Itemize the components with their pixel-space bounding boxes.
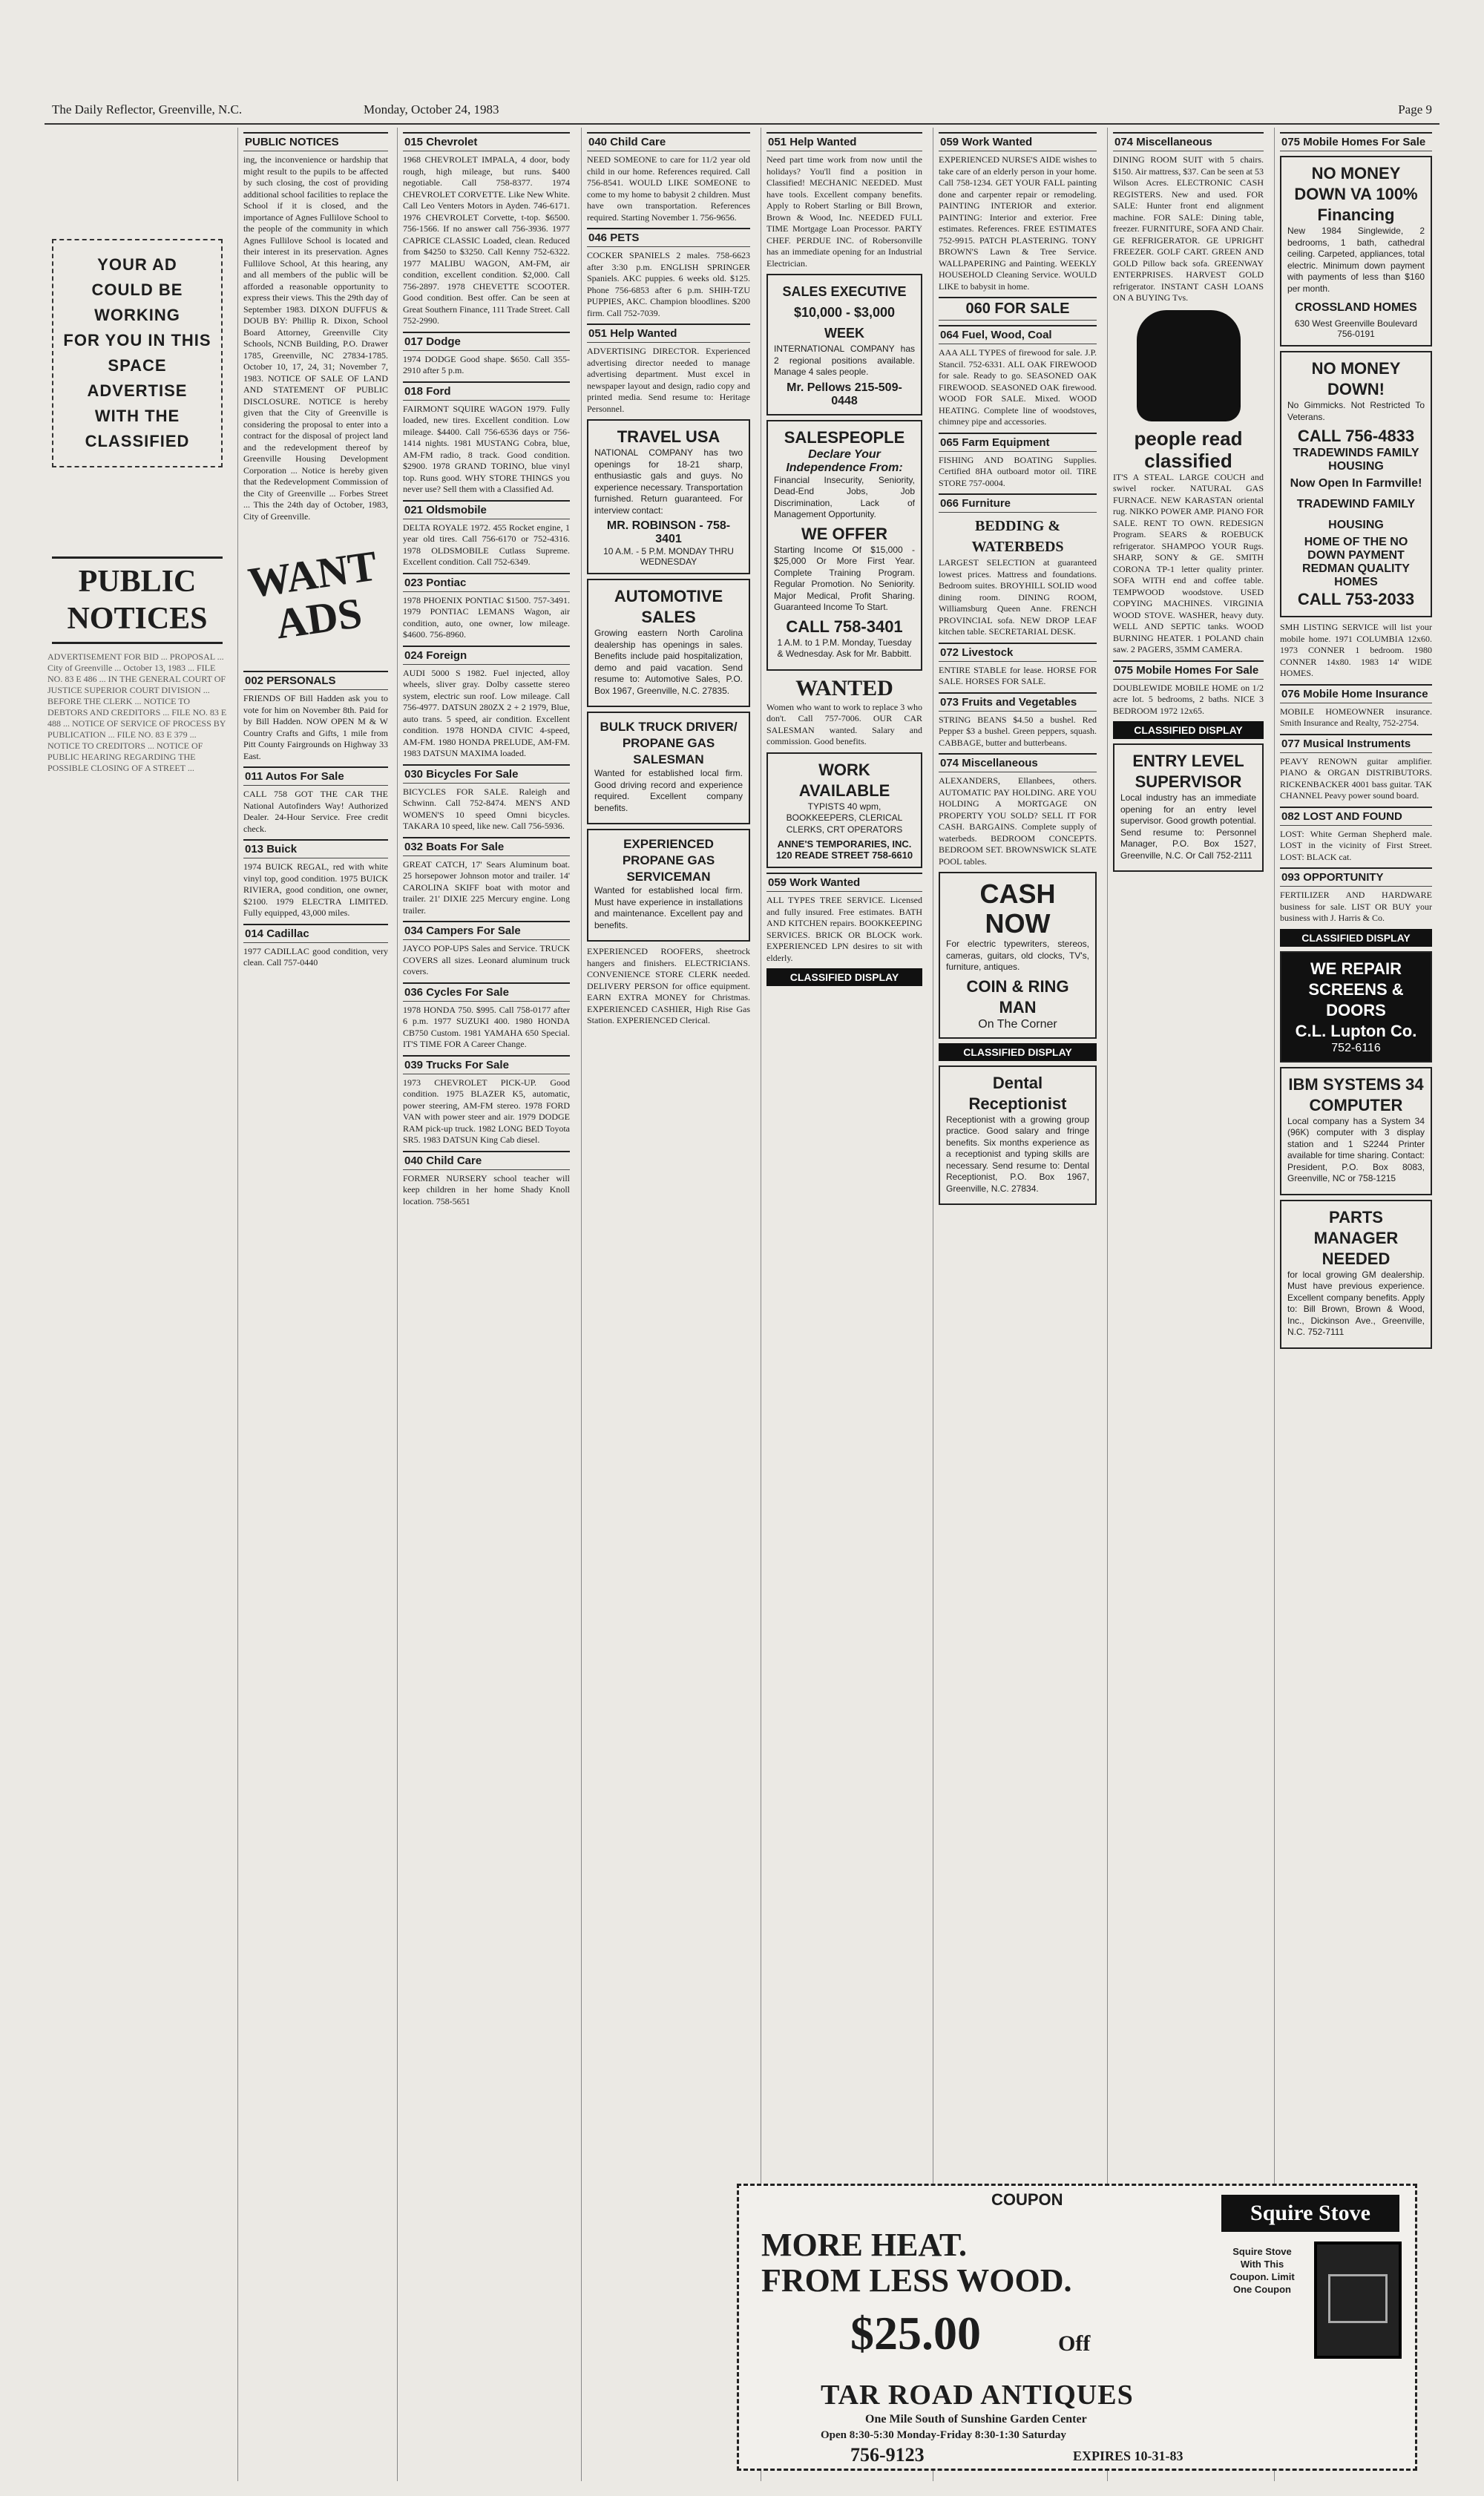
section-heading: 002 PERSONALS [243, 671, 388, 690]
section-heading: 075 Mobile Homes For Sale [1280, 132, 1432, 151]
squire-stove-logo: Squire Stove [1221, 2195, 1399, 2232]
tradewinds-ad [1280, 351, 1432, 617]
section-heading: 093 OPPORTUNITY [1280, 867, 1432, 887]
coupon-headline-1: MORE HEAT. [761, 2227, 968, 2263]
ad-text: 1977 CADILLAC good condition, very clean. Call 757-0440 [243, 945, 388, 968]
section-heading: 075 Mobile Homes For Sale [1113, 660, 1264, 680]
parts-manager-text: for local growing GM dealership. Must have previous experience. Excellent company benefits. Apply to: Bill Brown, Brown & Wood, Inc., Dickinson Ave., Greenville, N.C. 752-7111 [1287, 1269, 1425, 1337]
ad-text: 1978 HONDA 750. $995. Call 758-0177 after 6 p.m. 1977 SUZUKI 400. 1980 HONDA CB750 Custom. 1981 YAMAHA 650 Special. IT'S TIME FOR A Career Change. [403, 1004, 570, 1049]
section-heading: 014 Cadillac [243, 924, 388, 943]
work-available-list: TYPISTS 40 wpm, BOOKKEEPERS, CLERICAL CLERKS, CRT OPERATORS [786, 801, 903, 835]
salespeople-text: Financial Insecurity, Seniority, Dead-End Jobs, Job Discrimination, Lack of Management Opportunity. [774, 474, 915, 519]
wanted-heading: WANTED [795, 675, 893, 700]
your-ad-line: FOR YOU IN THIS [63, 331, 211, 349]
parts-manager-ad [1280, 1200, 1432, 1349]
dental-receptionist-ad [939, 1065, 1097, 1206]
salespeople-hours: 1 A.M. to 1 P.M. Monday, Tuesday & Wednesday. Ask for Mr. Babbitt. [777, 637, 912, 659]
tradewinds-open: Now Open In Farmville! TRADEWIND FAMILY HOUSING [1290, 477, 1422, 531]
sales-executive-pay: $10,000 - $3,000 WEEK [793, 305, 896, 341]
annes-temporaries: ANNE'S TEMPORARIES, INC. 120 READE STREET 758-6610 [775, 838, 913, 861]
section-heading: 060 FOR SALE [939, 297, 1097, 321]
page-number: Page 9 [1398, 102, 1432, 116]
left-column [45, 128, 230, 2481]
ad-text: LARGEST SELECTION at guaranteed lowest prices. Mattress and foundations. Bedroom suites. BROYHILL SOLID wood dining room. DINING ROOM, Williamsburg Queen Anne. FRENCH PROVINCIAL sofa. NEW DROP LEAF kitchen table. SECRETARIAL DESK. [939, 557, 1097, 637]
ad-text: ENTIRE STABLE for lease. HORSE FOR SALE. HORSES FOR SALE. [939, 664, 1097, 686]
people-read-classified-text: people read classified [1134, 427, 1243, 472]
squire-stove-coupon [737, 2184, 1417, 2471]
dental-receptionist-title: Dental Receptionist [968, 1073, 1067, 1113]
coupon-headline-2: FROM LESS WOOD. [761, 2262, 1072, 2299]
sales-executive-ad [766, 274, 922, 416]
work-available-title: WORK AVAILABLE [798, 760, 890, 800]
ad-text: Women who want to work to replace 3 who don't. Call 757-7006. OUR CAR SALESMAN wanted. Salary and commission. Good benefits. [766, 701, 922, 746]
screens-doors-ad [1280, 951, 1432, 1063]
your-ad-line: WORKING [94, 306, 180, 324]
ad-text: FAIRMONT SQUIRE WAGON 1979. Fully loaded, new tires. Excellent condition. Low mileage. $4400. Call 756-6536 days or 756-1414 nights. 1981 MUSTANG Cobra, blue, AM-FM radio, 8 track. Good condition. $2900. 1978 GRAND TORINO, blue vinyl top. Runs good. WHY STORE THINGS you never use? Sell them with a Classified Ad. [403, 403, 570, 494]
column-5 [761, 128, 928, 2481]
public-notices-title: PUBLIC NOTICES [52, 556, 223, 644]
ad-text: MOBILE HOMEOWNER insurance. Smith Insurance and Realty, 752-2754. [1280, 706, 1432, 728]
salespeople-title: SALESPEOPLE [784, 427, 905, 447]
bulk-truck-text: Wanted for established local firm. Good driving record and experience required. Excellent company benefits. [594, 768, 743, 813]
ibm-computer-ad [1280, 1067, 1432, 1195]
coupon-expires: EXPIRES 10-31-83 [1073, 2449, 1183, 2463]
ad-text: EXPERIENCED ROOFERS, sheetrock hangers and finishers. ELECTRICIANS. CONVENIENCE STORE CLERK needed. DELIVERY PERSON for office equipment. EARN EXTRA MONEY for Christmas. EXPERIENCED CASHIER, High Rise Gas Station. EXPERIENCED Clerical. [587, 946, 750, 1025]
parts-manager-title: PARTS MANAGER NEEDED [1313, 1207, 1399, 1268]
ad-text: DELTA ROYALE 1972. 455 Rocket engine, 1 year old tires. Call 756-6170 or 752-4316. 1978 OLDSMOBILE Cutlass Supreme. Excellent condition. Call 752-6349. [403, 522, 570, 567]
column-8 [1274, 128, 1437, 2481]
section-heading: 018 Ford [403, 381, 570, 401]
section-heading: 051 Help Wanted [766, 132, 922, 151]
no-money-down-ad [1280, 156, 1432, 347]
section-heading: 066 Furniture [939, 493, 1097, 513]
section-heading: 059 Work Wanted [939, 132, 1097, 151]
ad-text: EXPERIENCED NURSE'S AIDE wishes to take care of an elderly person in your home. Call 758-1234. GET YOUR FALL painting done and carpenter repair or remodeling. PAINTING INTERIOR and exterior. PAINTING: Interior and exterior. Free estimates. References. FREE ESTIMATES 752-9915. PATCH PLASTERING. TONY BROWN'S Lawn & Tree Service. WALLPAPERING and Painting. WEEKLY HOUSEHOLD Cleaning Service. WOULD LIKE to babysit in home. [939, 154, 1097, 292]
ad-text: FRIENDS OF Bill Hadden ask you to vote for him on November 8th. Paid for by Bill Hadden. NOW OPEN M & W Country Crafts and Gifts, 1 mile from Pitt County Fairgrounds on Highway 33 East. [243, 693, 388, 761]
classified-display-bar: CLASSIFIED DISPLAY [1113, 721, 1264, 739]
ad-text: 1974 BUICK REGAL, red with white vinyl top, good condition. 1975 BUICK RIVIERA, good condition, one owner, $2100. 1979 ELECTRA LIMITED. Fully equipped, 43,000 miles. [243, 861, 388, 918]
column-4 [581, 128, 755, 2481]
ad-text: Need part time work from now until the holidays? You'll find a position in Classified! MECHANIC NEEDED. Must have tools. Excellent company benefits. Apply to Robert Starling or Bill Brown, Brown & Wood, Inc. NEEDED FULL TIME Mortgage Loan Processor. PARTY CHEF. PERDUE INC. of Robersonville has an immediate opening for an Industrial Electrician. [766, 154, 922, 269]
cash-now-ad [939, 872, 1097, 1039]
section-heading: 072 Livestock [939, 643, 1097, 662]
tar-road-antiques: TAR ROAD ANTIQUES [821, 2380, 1134, 2411]
coupon-hours: Open 8:30-5:30 Monday-Friday 8:30-1:30 Saturday [821, 2429, 1066, 2441]
automotive-sales-ad [587, 579, 750, 707]
hand-icon [1137, 310, 1241, 421]
no-money-down-2: NO MONEY DOWN! [1311, 359, 1401, 398]
section-heading: 015 Chevrolet [403, 132, 570, 151]
no-money-down-2-text: No Gimmicks. Not Restricted To Veterans. [1287, 400, 1425, 422]
ad-text: 1973 CHEVROLET PICK-UP. Good condition. 1975 BLAZER K5, automatic, power steering, AM-FM stereo. 1978 FORD VAN with power steer and air. 1979 DODGE RAM pick-up truck. 1982 LONG BED Toyota SR5. 1983 DATSUN King Cab diesel. [403, 1077, 570, 1145]
crossland-homes: CROSSLAND HOMES [1295, 301, 1417, 314]
ad-text: SMH LISTING SERVICE will list your mobile home. 1971 COLUMBIA 12x60. 1973 CONNER 1 bedroom. 1980 CONNER 14x80. 1983 14' WIDE HOMES. [1280, 622, 1432, 678]
section-heading: 074 Miscellaneous [1113, 132, 1264, 151]
cash-now-title: CASH NOW [979, 878, 1056, 939]
entry-level-title: ENTRY LEVEL SUPERVISOR [1132, 752, 1244, 791]
tradewinds-no-down: HOME OF THE NO DOWN PAYMENT [1304, 536, 1408, 562]
your-ad-box [52, 239, 223, 467]
column-3 [397, 128, 575, 2481]
ad-text: GREAT CATCH, 17' Sears Aluminum boat. 25 horsepower Johnson motor and trailer. 14' CAROLINA SKIFF boat with motor and trailer. 21' DIXIE 225 Mercury engine. Long trailer. [403, 858, 570, 916]
column-2 [237, 128, 393, 2481]
section-heading: 051 Help Wanted [587, 324, 750, 343]
screens-doors-title: WE REPAIR SCREENS & DOORS [1308, 959, 1404, 1019]
public-notice-text: ing, the inconvenience or hardship that might result to the pupils to be affected by such closing, the cost of providing additional school facilities to replace the School if it is closed, and the importance of Agnes Fullilove School to the people of the community in which Agnes Fullilove School is located and their interest in its preservation. Agnes Fullilove School, At this hearing, any and all members of the public will be afforded a reasonable opportunity to express their views. This the 29th day of September 1983. DIXON DUFFUS & DOUB BY: Phillip R. Dixon, School Board Attorney, Greenville City Schools, NCNB Building, P.O. Drawer 1785, Greenville, NC 27834-1785. October 10, 17, 24, 31; November 7, 1983. NOTICE OF SALE OF LAND AND STATEMENT OF PUBLIC DISCLOSURE. NOTICE is hereby given that the City of Greenville is considering the proposal to enter into a contract for the disposal of project land and the redevelopment thereof by Greenville Housing Development Corporation ... Notice is hereby given that the Redevelopment Commission of the City of Greenville ... Forbes Street ... This the 24th day of October, 1983, City of Greenville. [243, 154, 388, 522]
section-heading: 064 Fuel, Wood, Coal [939, 325, 1097, 344]
section-heading: 046 PETS [587, 228, 750, 247]
lupton-phone: 752-6116 [1331, 1041, 1381, 1054]
coupon-label: COUPON [991, 2190, 1063, 2209]
travel-usa-hours: 10 A.M. - 5 P.M. MONDAY THRU WEDNESDAY [603, 546, 734, 567]
classified-display-bar: CLASSIFIED DISPLAY [1280, 929, 1432, 947]
coupon-amount: $25.00 [850, 2307, 981, 2359]
travel-usa-ad [587, 419, 750, 574]
coupon-stove-text: Squire Stove With This Coupon. Limit One Coupon [1229, 2246, 1295, 2295]
ad-text: DOUBLEWIDE MOBILE HOME on 1/2 acre lot. 5 bedrooms, 2 baths. NICE 3 BEDROOM 1972 12x65. [1113, 682, 1264, 716]
ad-text: ADVERTISING DIRECTOR. Experienced advertising director needed to manage advertising department. Must excel in newspaper layout and design, radio copy and printed media. Send resume to: Heritage Personnel. [587, 346, 750, 414]
ad-text: 1978 PHOENIX PONTIAC $1500. 757-3491. 1979 PONTIAC LEMANS Wagon, air condition, auto, one owner, low mileage. $4600. 756-8960. [403, 594, 570, 640]
section-heading: 034 Campers For Sale [403, 921, 570, 940]
ad-text: CALL 758 GOT THE CAR THE National Autofinders Way! Authorized Dealer. 24-Hour Service. Free credit check. [243, 789, 388, 834]
salespeople-phone: CALL 758-3401 [786, 617, 903, 636]
section-heading: 074 Miscellaneous [939, 753, 1097, 772]
coin-ring-man: COIN & RING MAN [966, 976, 1069, 1017]
ad-text: AUDI 5000 S 1982. Fuel injected, alloy wheels, sliver gray. Dolby cassette stereo system, electric sun roof. Low mileage. Call 756-4977. DATSUN 280ZX 2 + 2 1979, Blue, auto trans. 5 speed, air condition. Excellent condition. 1978 HONDA CIVIC 4-speed, AM-FM. 1980 HONDA PRELUDE, AM-FM. 1983 DATSUN MAXIMA loaded. [403, 667, 570, 758]
classified-display-bar: CLASSIFIED DISPLAY [766, 968, 922, 986]
section-heading: 030 Bicycles For Sale [403, 764, 570, 784]
section-heading: 077 Musical Instruments [1280, 734, 1432, 753]
sales-executive-contact: Mr. Pellows 215-509-0448 [787, 381, 902, 407]
propane-serviceman-title: EXPERIENCED PROPANE GAS SERVICEMAN [622, 837, 715, 884]
coupon-phone: 756-9123 [850, 2444, 925, 2466]
salespeople-subtitle: Declare Your Independence From: [786, 447, 903, 474]
paper-date: Monday, October 24, 1983 [364, 102, 499, 116]
entry-level-supervisor-ad [1113, 743, 1264, 872]
travel-usa-title: TRAVEL USA [617, 427, 720, 446]
section-heading: 013 Buick [243, 839, 388, 858]
ad-text: PEAVY RENOWN guitar amplifier. PIANO & ORGAN DISTRIBUTORS. RICKENBACKER 4001 bass guitar. TAK CHANNEL Peavy power sound board. [1280, 755, 1432, 801]
ibm-text: Local company has a System 34 (96K) computer with 3 display station and 1 S2244 Printer available for time sharing. Contact: President, P.O. Box 8083, Greenville, NC or 758-1215 [1287, 1115, 1425, 1183]
section-heading: 040 Child Care [587, 132, 750, 151]
section-heading: 023 Pontiac [403, 573, 570, 592]
ad-text: JAYCO POP-UPS Sales and Service. TRUCK COVERS all sizes. Leonard aluminum truck covers. [403, 943, 570, 976]
your-ad-line: COULD BE [91, 280, 183, 299]
wood-stove-icon [1314, 2242, 1402, 2359]
dental-receptionist-text: Receptionist with a growing group practice. Good salary and fringe benefits. Six months experience as a receptionist and typing skills are necessary. Send resume to: Dental Receptionist, P.O. Box 1967, Greenville, N.C. 27834. [946, 1114, 1089, 1194]
cash-now-text: For electric typewriters, stereos, cameras, guitars, old clocks, TV's, furniture, antiques. [946, 939, 1089, 972]
ad-text: COCKER SPANIELS 2 males. 758-6623 after 3:30 p.m. ENGLISH SPRINGER Spaniels. AKC puppies. 6 weeks old. $125. Phone 756-6853 after 6 p.m. SHIH-TZU PUPPIES, AKC. Champion bloodlines. $200 firm. Call 752-7039. [587, 250, 750, 318]
ad-text: IT'S A STEAL. LARGE COUCH and swivel rocker. NATURAL GAS FURNACE. NEW KARASTAN oriental rug. NIKKO POWER AMP. PIANO FOR SALE. RENT TO OWN. REDESIGN Program. SEARS & ROEBUCK refrigerator. SHAMPOO YOUR Rugs. SHARP, SONY & GE. SMITH CORONA TP-1 letter quality printer. SOFA WITH end and coffee table. TEMPWOOD woodstove. USED COPYING MACHINES. VIRGINIA WOOD STOVE. WASHER, heavy duty. WELL AND SEPTIC tanks. WOOD BURNING HEATER. 1 POLAND chain saw. 2 PAGERS, 35MM CAMERA. [1113, 471, 1264, 654]
coupon-location: One Mile South of Sunshine Garden Center [865, 2413, 1087, 2426]
ad-text: 1968 CHEVROLET IMPALA, 4 door, body rough, high mileage, but runs. $400 negotiable. Call 758-8377. 1974 CHEVROLET CORVETTE. Like New White. Call Leo Venters Motors in Ayden. 746-6171. 1976 CHEVROLET Corvette, t-top. $6500. 756-1566. If no answer call 756-3936. 1977 CAPRICE CLASSIC Loaded, clean. Reduced from $4250 to $3250. Call Kenny 752-6322. 1977 MALIBU WAGON, AM-FM, air condition, excellent condition. $2,000. Call 756-2897. 1978 CHEVETTE SCOOTER. Good condition. Best offer. Can be seen at Great Southern Finance, 111 Trade Street. Call 752-2990. [403, 154, 570, 326]
no-money-down-title: NO MONEY DOWN VA 100% Financing [1294, 164, 1418, 224]
bedding-heading: BEDDING & WATERBEDS [971, 518, 1064, 555]
redman-homes: REDMAN QUALITY HOMES [1302, 562, 1410, 588]
people-read-classified-ad [1113, 310, 1264, 472]
tradewinds-phone: CALL 756-4833 [1297, 427, 1415, 445]
crossland-address: 630 West Greenville Boulevard 756-0191 [1294, 318, 1418, 339]
section-heading: 021 Oldsmobile [403, 500, 570, 519]
ad-text: ALEXANDERS, Ellanbees, others. AUTOMATIC PAY HOLDING. ARE YOU HOLDING A MORTGAGE ON PROPERTY YOU SOLD? SELL IT FOR CASH. BARGAINS. Complete supply of waterbeds. BEDROOM CONCEPTS. BEDROOM SET. BROWNSWICK SLATE POOL tables. [939, 775, 1097, 867]
ad-text: FORMER NURSERY school teacher will keep children in her home Shady Knoll location. 758-5651 [403, 1172, 570, 1206]
section-heading: 024 Foreign [403, 646, 570, 665]
column-7 [1107, 128, 1269, 2481]
coin-ring-man-sub: On The Corner [978, 1017, 1057, 1031]
travel-usa-contact: MR. ROBINSON - 758-3401 [606, 519, 731, 545]
section-heading: 076 Mobile Home Insurance [1280, 684, 1432, 703]
salespeople-offer-title: WE OFFER [801, 524, 888, 543]
tradewinds-phone-2: CALL 753-2033 [1297, 590, 1415, 608]
salespeople-ad [766, 420, 922, 671]
section-heading: 039 Trucks For Sale [403, 1055, 570, 1074]
page-header [45, 96, 1439, 125]
classified-display-bar: CLASSIFIED DISPLAY [939, 1043, 1097, 1061]
ibm-title: IBM SYSTEMS 34 COMPUTER [1288, 1074, 1424, 1114]
paper-name: The Daily Reflector, Greenville, N.C. [52, 102, 243, 116]
ad-text: STRING BEANS $4.50 a bushel. Red Pepper $3 a bushel. Green peppers, squash. CABBAGE, butter and butterbeans. [939, 714, 1097, 748]
automotive-sales-text: Growing eastern North Carolina dealership has openings in sales. Benefits include paid hospitalization, demo and paid vacation. Send resume to: Automotive Sales, P.O. Box 1967, Greenville, N.C. 27835. [594, 628, 743, 696]
section-heading: PUBLIC NOTICES [243, 132, 388, 151]
section-heading: 036 Cycles For Sale [403, 982, 570, 1002]
your-ad-line: ADVERTISE [87, 381, 188, 400]
section-heading: 073 Fruits and Vegetables [939, 692, 1097, 712]
ad-text: NEED SOMEONE to care for 11/2 year old child in our home. References required. Call 756-8541. WOULD LIKE SOMEONE to come to my home to babysit 2 children. Must have own transportation. References required. Starting November 1. 756-9656. [587, 154, 750, 223]
section-heading: 065 Farm Equipment [939, 433, 1097, 452]
entry-level-text: Local industry has an immediate opening for an entry level supervisor. Good growth potential. Send resume to: Personnel Manager, P.O. Box 1527, Greenville, N.C. Or Call 752-2111 [1120, 792, 1256, 861]
bulk-truck-title: BULK TRUCK DRIVER/ PROPANE GAS SALESMAN [600, 720, 738, 766]
ad-text: BICYCLES FOR SALE. Raleigh and Schwinn. Call 752-8474. MEN'S AND WOMEN'S 10 speed Omni bicycles. TAKARA 10 speed, like new. Call 756-5936. [403, 786, 570, 831]
tradewinds-name: TRADEWINDS FAMILY HOUSING [1293, 447, 1419, 473]
public-notices-faded-text: ADVERTISEMENT FOR BID ... PROPOSAL ... City of Greenville ... October 13, 1983 ... FILE NO. 83 E 486 ... IN THE GENERAL COURT OF JUSTICE SUPERIOR COURT DIVISION ... BEFORE THE CLERK ... NOTICE TO DEBTORS AND CREDITORS ... FILE NO. 83 E 488 ... NOTICE OF SERVICE OF PROCESS BY PUBLICATION ... FILE NO. 83 E 379 ... NOTICE TO CREDITORS ... NOTICE OF PUBLIC HEARING REGARDING THE POSSIBLE CLOSING OF A STREET ... [47, 651, 227, 773]
section-heading: 032 Boats For Sale [403, 837, 570, 856]
want-ads-logo: WANT ADS [245, 541, 380, 648]
your-ad-line: YOUR AD [97, 255, 177, 274]
section-heading: 040 Child Care [403, 1151, 570, 1170]
ad-text: LOST: White German Shepherd male. LOST in the vicinity of First Street. LOST: BLACK cat. [1280, 828, 1432, 862]
ad-text: FISHING AND BOATING Supplies. Certified 8HA outboard motor oil. TIRE STORE 757-0004. [939, 454, 1097, 488]
column-6 [933, 128, 1102, 2481]
travel-usa-text: NATIONAL COMPANY has two openings for 18-21 sharp, enthusiastic gals and guys. No experience necessary. Transportation furnished. Return guaranteed. For interview contact: [594, 447, 743, 516]
ad-text: DINING ROOM SUIT with 5 chairs. $150. Air mattress, $37. Can be seen at 53 Wilson Acres. ELECTRONIC CASH REGISTERS. New and used. FOR SALE: Hunter front end alignment machine. FOR SALE: Dining table, freezer. FURNITURE, SOFA AND Chair. GE REFRIGERATOR. GE UPRIGHT FREEZER. GOLF CART. GREEN AND GOLD Pillow back sofa. GREENWAY ENTERPRISES. HARVEST GOLD refrigerator. INSTANT CASH LOANS ON A BUYING Tvs. [1113, 154, 1264, 303]
your-ad-line: SPACE [108, 356, 167, 375]
work-available-ad [766, 752, 922, 869]
section-heading: 017 Dodge [403, 332, 570, 351]
your-ad-line: CLASSIFIED [85, 432, 190, 450]
propane-serviceman-text: Wanted for established local firm. Must have experience in installations and maintenance. Excellent pay and benefits. [594, 885, 743, 930]
propane-serviceman-ad [587, 829, 750, 942]
section-heading: 059 Work Wanted [766, 873, 922, 892]
ad-text: ALL TYPES TREE SERVICE. Licensed and fully insured. Free estimates. BATH AND KITCHEN repairs. BOOKKEEPING SERVICES. BRICK OR BLOCK work. EXPERIENCED LPN desires to sit with elderly. [766, 895, 922, 963]
automotive-sales-title: AUTOMOTIVE SALES [614, 587, 723, 626]
your-ad-line: WITH THE [94, 407, 180, 425]
ad-text: FERTILIZER AND HARDWARE business for sale. LIST OR BUY your business with J. Harris & Co. [1280, 890, 1432, 923]
section-heading: 082 LOST AND FOUND [1280, 807, 1432, 826]
bulk-truck-ad [587, 712, 750, 824]
ad-text: AAA ALL TYPES of firewood for sale. J.P. Stancil. 752-6331. ALL OAK FIREWOOD for sale. Ready to go. SEASONED OAK FIREWOOD. SEASONED OAK firewood. WOOD FOR SALE. Mixed. WOOD HEATING. Complete line of woodstoves, chimney pipe and accessories. [939, 347, 1097, 427]
sales-executive-title: SALES EXECUTIVE [782, 284, 907, 299]
coupon-off: Off [1058, 2331, 1091, 2356]
section-heading: 011 Autos For Sale [243, 766, 388, 786]
salespeople-offer-list: Starting Income Of $15,000 - $25,000 Or More First Year. Complete Training Program. Regular Promotion. No Seniority. Major Medical, Profit Sharing. Guaranteed Income To Start. [774, 544, 915, 612]
no-money-down-text: New 1984 Singlewide, 2 bedrooms, 1 bath, cathedral ceiling. Carpeted, appliances, total electric. Minimum down payment with payments of less than $160 per month. [1287, 226, 1425, 294]
sales-executive-text: INTERNATIONAL COMPANY has 2 regional positions available. Manage 4 sales people. [774, 344, 915, 377]
ad-text: 1974 DODGE Good shape. $650. Call 355-2910 after 5 p.m. [403, 353, 570, 375]
lupton-company: C.L. Lupton Co. [1295, 1021, 1417, 1040]
